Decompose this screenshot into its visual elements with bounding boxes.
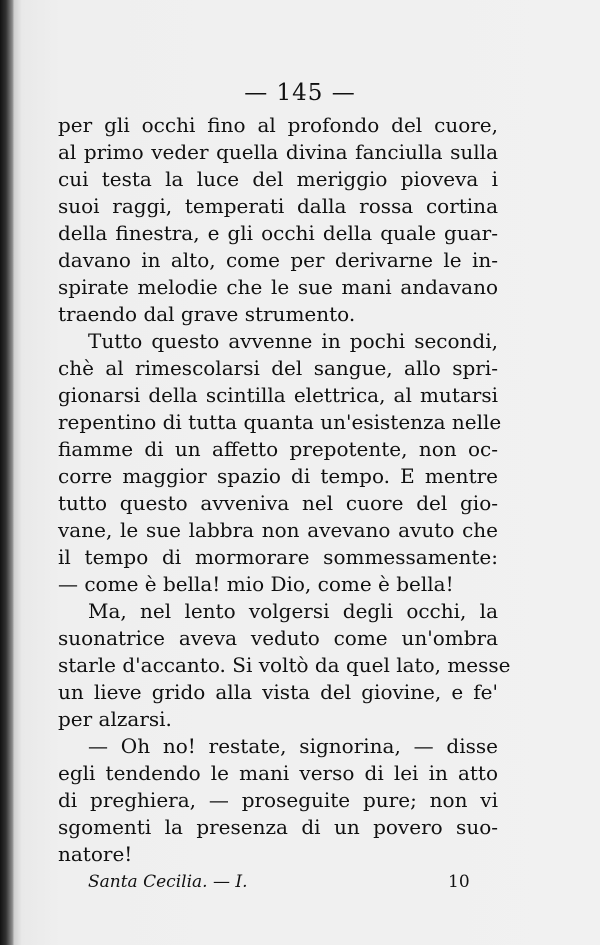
footer-signature: 10 (448, 872, 470, 892)
text-line: natore! (58, 842, 133, 866)
text-line: chè al rimescolarsi del sangue, allo spri- (58, 356, 498, 380)
text-line: suoi raggi, temperati dalla rossa cortina (58, 194, 498, 218)
text-line: cui testa la luce del meriggio pioveva i (58, 167, 498, 191)
text-line: per alzarsi. (58, 707, 172, 731)
text-line: egli tendendo le mani verso di lei in atto (58, 761, 498, 785)
text-line: suonatrice aveva veduto come un'ombra (58, 626, 498, 650)
text-line: il tempo di mormorare sommessamente: (58, 545, 498, 569)
text-line: sgomenti la presenza di un povero suo- (58, 815, 498, 839)
text-line: — come è bella! mio Dio, come è bella! (58, 572, 454, 596)
book-spine-shadow (0, 0, 14, 945)
text-line: vane, le sue labbra non avevano avuto che (58, 518, 498, 542)
page-number: — 145 — (244, 80, 356, 106)
text-line: di preghiera, — proseguite pure; non vi (58, 788, 498, 812)
text-line: spirate melodie che le sue mani andavano (58, 275, 498, 299)
text-line: Ma, nel lento volgersi degli occhi, la (88, 599, 498, 623)
text-line: starle d'accanto. Si voltò da quel lato, messe (58, 653, 511, 677)
text-line: per gli occhi fino al profondo del cuore, (58, 113, 498, 137)
text-line: repentino di tutta quanta un'esistenza nelle (58, 410, 502, 434)
text-line: — Oh no! restate, signorina, — disse (88, 734, 498, 758)
text-line: della finestra, e gli occhi della quale guar- (58, 221, 498, 245)
text-line: al primo veder quella divina fanciulla sulla (58, 140, 498, 164)
text-line: un lieve grido alla vista del giovine, e fe' (58, 680, 498, 704)
text-line: fiamme di un affetto prepotente, non oc- (58, 437, 498, 461)
text-line: tutto questo avveniva nel cuore del gio- (58, 491, 498, 515)
body-text (58, 112, 511, 868)
text-line: gionarsi della scintilla elettrica, al mutarsi (58, 383, 498, 407)
text-line: corre maggior spazio di tempo. E mentre (58, 464, 498, 488)
text-line: Tutto questo avvenne in pochi secondi, (88, 329, 498, 353)
footer-title: Santa Cecilia. — I. (88, 872, 248, 892)
text-line: traendo dal grave strumento. (58, 302, 356, 326)
text-line: davano in alto, come per derivarne le in- (58, 248, 498, 272)
